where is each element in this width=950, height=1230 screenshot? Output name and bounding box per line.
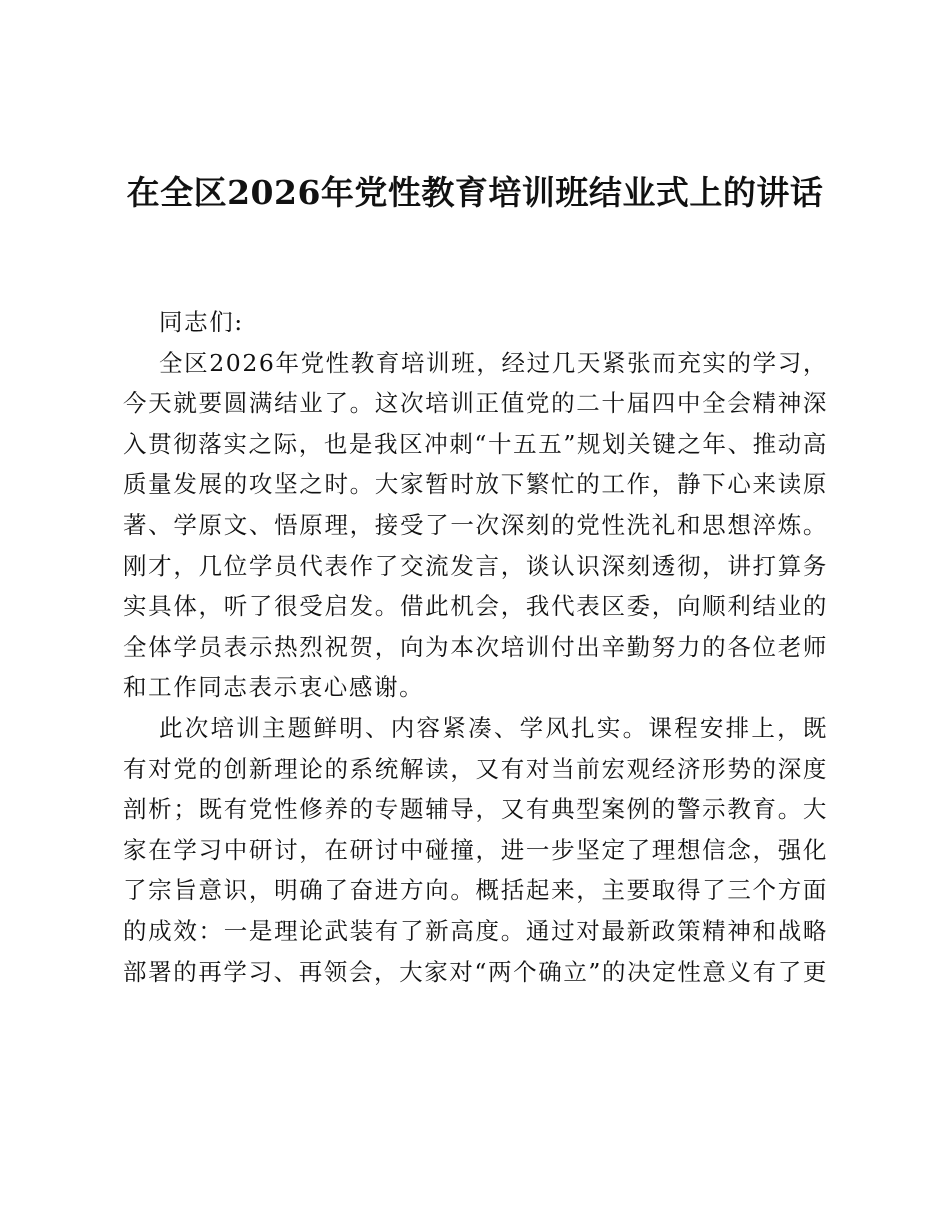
salutation: 同志们:: [159, 308, 244, 336]
document-body: [123, 302, 828, 992]
paragraph: 全区2026年党性教育培训班，经过几天紧张而充实的学习，今天就要圆满结业了。这次培训正值党的二十届四中全会精神深入贯彻落实之际，也是我区冲刺“十五五”规划关键之年、推动高质量发展的攻坚之时。大家暂时放下繁忙的工作，静下心来读原著、学原文、悟原理，接受了一次深刻的党性洗礼和思想淬炼。刚才，几位学员代表作了交流发言，谈认识深刻透彻，讲打算务实具体，听了很受启发。借此机会，我代表区委，向顺利结业的全体学员表示热烈祝贺，向为本次培训付出辛勤努力的各位老师和工作同志表示衷心感谢。: [123, 348, 828, 702]
document-title: 在全区2026年党性教育培训班结业式上的讲话: [126, 173, 824, 212]
paragraph: 此次培训主题鲜明、内容紧凑、学风扎实。课程安排上，既有对党的创新理论的系统解读，又有对当前宏观经济形势的深度剖析；既有党性修养的专题辅导，又有典型案例的警示教育。大家在学习中研讨，在研讨中碰撞，进一步坚定了理想信念，强化了宗旨意识，明确了奋进方向。概括起来，主要取得了三个方面的成效：一是理论武装有了新高度。通过对最新政策精神和战略部署的再学习、再领会，大家对“两个确立”的决定性意义有了更: [123, 713, 828, 986]
